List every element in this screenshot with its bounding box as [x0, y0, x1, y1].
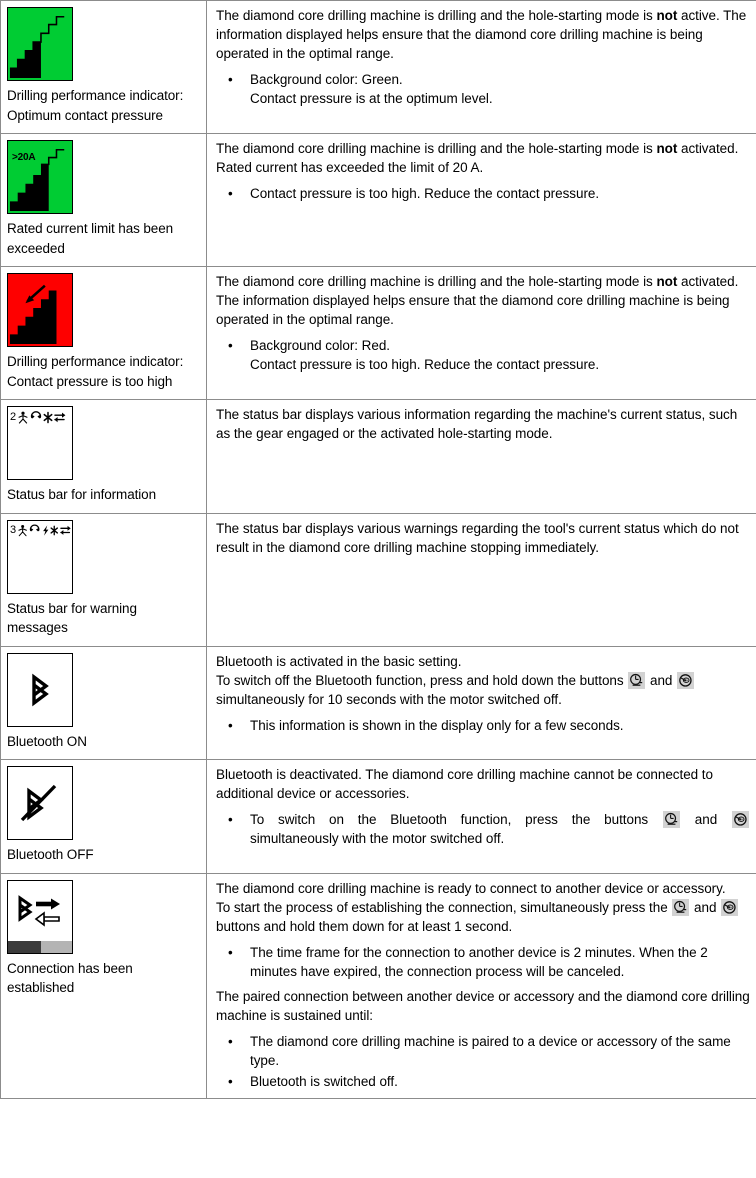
- text-fragment: active. The information displayed helps ensure that the diamond core drilling machine is being operated in the optimal range.: [216, 8, 747, 61]
- bullet-list: [216, 70, 750, 108]
- transfer-arrows-icon: [60, 524, 71, 537]
- trailing-paragraph: The paired connection between another device or accessory and the diamond core drilling machine is sustained until:: [216, 988, 750, 1023]
- icon-caption: Status bar for warning messages: [7, 600, 137, 635]
- icon-cell: [1, 134, 207, 267]
- emphasis-not: not: [656, 141, 678, 156]
- table-row: [1, 646, 756, 760]
- description-paragraph: [216, 139, 750, 177]
- description-paragraph: The status bar displays various information regarding the machine's current status, such as the gear engaged or the activated hole-starting mode.: [216, 407, 738, 441]
- table-row: [1, 513, 756, 646]
- text-fragment: The diamond core drilling machine is drilling and the hole-starting mode is: [216, 8, 657, 23]
- list-item: [216, 70, 750, 108]
- table-row: [1, 1, 756, 134]
- description-paragraph-with-keys: [216, 671, 750, 709]
- icon-cell: [1, 873, 207, 1098]
- description-cell: [207, 267, 756, 400]
- icon-cell: [1, 760, 207, 874]
- bullet-text: Contact pressure is too high. Reduce the contact pressure.: [250, 186, 600, 201]
- text-fragment: To switch off the Bluetooth function, press and hold down the buttons: [216, 672, 628, 688]
- bullet-text: The diamond core drilling machine is paired to a device or accessory of the same type.: [250, 1033, 731, 1068]
- text-fragment: and: [690, 899, 721, 915]
- text-fragment: To start the process of establishing the connection, simultaneously press the: [216, 899, 672, 915]
- progress-bar-fill: [8, 941, 41, 953]
- speed-selector-button-icon: [721, 899, 738, 916]
- bullet-list: [216, 336, 750, 374]
- table-row: [1, 760, 756, 874]
- text-fragment: activated. Rated current has exceeded the limit of 20 A.: [216, 141, 739, 175]
- description-paragraph: The diamond core drilling machine is ready to connect to another device or accessory.: [216, 880, 726, 896]
- gear-number-label: 2: [10, 410, 17, 423]
- description-cell: [207, 513, 756, 646]
- current-limit-label: >20A: [12, 152, 36, 163]
- icon-caption: Connection has been established: [7, 960, 133, 995]
- status-bar-warning-icon: [7, 520, 73, 594]
- bluetooth-off-icon: [7, 766, 73, 840]
- status-bar-row: [8, 407, 72, 425]
- progress-bar: [8, 941, 72, 953]
- bullet-text: The time frame for the connection to another device is 2 minutes. When the 2 minutes have expired, the connection process will be canceled.: [250, 944, 708, 979]
- bullet-text: Bluetooth is switched off.: [250, 1073, 398, 1089]
- bullet-list: [216, 943, 750, 981]
- speed-selector-button-icon: [677, 672, 694, 689]
- description-paragraph: The status bar displays various warnings regarding the tool's current status which do not result in the diamond core drilling machine stopping immediately.: [216, 520, 739, 555]
- bullet-subline: Contact pressure is too high. Reduce the contact pressure.: [250, 357, 600, 372]
- icon-caption: Bluetooth ON: [7, 733, 87, 749]
- rotation-arrow-icon: [30, 411, 42, 424]
- drilling-performance-green-icon: [7, 7, 73, 81]
- speed-selector-button-icon: [732, 811, 749, 828]
- bullet-subline: simultaneously with the motor switched off.: [250, 831, 505, 846]
- table-row: [1, 134, 756, 267]
- description-paragraph: [216, 272, 750, 329]
- person-icon: [17, 524, 28, 537]
- gauge-button-icon: [672, 899, 689, 916]
- list-item: [216, 716, 750, 735]
- description-paragraph: Bluetooth is deactivated. The diamond core drilling machine cannot be connected to additional device or accessories.: [216, 767, 713, 801]
- description-paragraph: [216, 6, 750, 63]
- description-cell: [207, 134, 756, 267]
- bullet-text: Background color: Red.: [250, 338, 390, 353]
- list-item: [216, 184, 750, 203]
- progress-bar-track: [41, 941, 72, 953]
- status-bar-row: [8, 521, 72, 539]
- gear-number-label: 3: [10, 524, 17, 536]
- bullet-text: [250, 810, 750, 829]
- icon-caption: Rated current limit has been exceeded: [7, 221, 174, 256]
- arrow-left: [36, 913, 59, 925]
- description-paragraph: Bluetooth is activated in the basic setting.: [216, 653, 462, 669]
- text-fragment: The diamond core drilling machine is drilling and the hole-starting mode is: [216, 141, 657, 156]
- icon-caption: Bluetooth OFF: [7, 847, 94, 862]
- list-item: [216, 1072, 750, 1091]
- bullet-text: This information is shown in the display only for a few seconds.: [250, 717, 624, 733]
- list-item: [216, 1032, 750, 1070]
- list-item: [216, 336, 750, 374]
- bullet-list: [216, 716, 750, 735]
- status-bar-information-icon: [7, 406, 73, 480]
- text-fragment: To switch on the Bluetooth function, press the buttons: [250, 812, 662, 827]
- emphasis-not: not: [656, 8, 678, 23]
- lightning-bolt-icon: [42, 524, 50, 537]
- icon-cell: [1, 267, 207, 400]
- person-icon: [17, 411, 29, 424]
- table-row: [1, 267, 756, 400]
- gauge-button-icon: [663, 811, 680, 828]
- rated-current-limit-green-icon: [7, 140, 73, 214]
- icon-caption: Status bar for information: [7, 487, 156, 502]
- text-fragment: and: [680, 812, 731, 827]
- description-cell: [207, 400, 756, 514]
- emphasis-not: not: [656, 274, 678, 289]
- list-item: [216, 810, 750, 848]
- gauge-button-icon: [628, 672, 645, 689]
- bluetooth-connection-established-icon: [7, 880, 73, 954]
- icon-cell: [1, 400, 207, 514]
- table-row: [1, 873, 756, 1098]
- icon-cell: [1, 1, 207, 134]
- rotation-arrow-icon: [29, 524, 40, 537]
- trailing-bullet-list: [216, 1032, 750, 1091]
- icon-cell: [1, 646, 207, 760]
- description-cell: [207, 873, 756, 1098]
- drilling-performance-red-icon: [7, 273, 73, 347]
- description-cell: [207, 1, 756, 134]
- icon-cell: [1, 513, 207, 646]
- icon-caption: Drilling performance indicator: Optimum contact pressure: [7, 88, 184, 123]
- table-row: [1, 400, 756, 514]
- description-cell: [207, 760, 756, 874]
- bluetooth-asterisk-icon: [50, 524, 58, 537]
- bluetooth-on-icon: [7, 653, 73, 727]
- text-fragment: The diamond core drilling machine is drilling and the hole-starting mode is: [216, 274, 657, 289]
- description-paragraph-with-keys: [216, 898, 750, 936]
- icon-caption: Drilling performance indicator: Contact pressure is too high: [7, 354, 184, 389]
- text-fragment: simultaneously for 10 seconds with the motor switched off.: [216, 691, 562, 707]
- text-fragment: activated. The information displayed helps ensure that the diamond core drilling machine is being operated in the optimal range.: [216, 274, 739, 327]
- description-cell: [207, 646, 756, 760]
- transfer-arrows-icon: [54, 411, 66, 424]
- bullet-text: Background color: Green.: [250, 72, 403, 87]
- text-fragment: buttons and hold them down for at least 1 second.: [216, 918, 513, 934]
- text-fragment: and: [646, 672, 677, 688]
- bullet-list: [216, 810, 750, 848]
- arrow-right: [36, 898, 60, 909]
- list-item: [216, 943, 750, 981]
- bluetooth-asterisk-icon: [43, 411, 53, 424]
- bullet-subline: Contact pressure is at the optimum level.: [250, 91, 493, 106]
- bullet-list: [216, 184, 750, 203]
